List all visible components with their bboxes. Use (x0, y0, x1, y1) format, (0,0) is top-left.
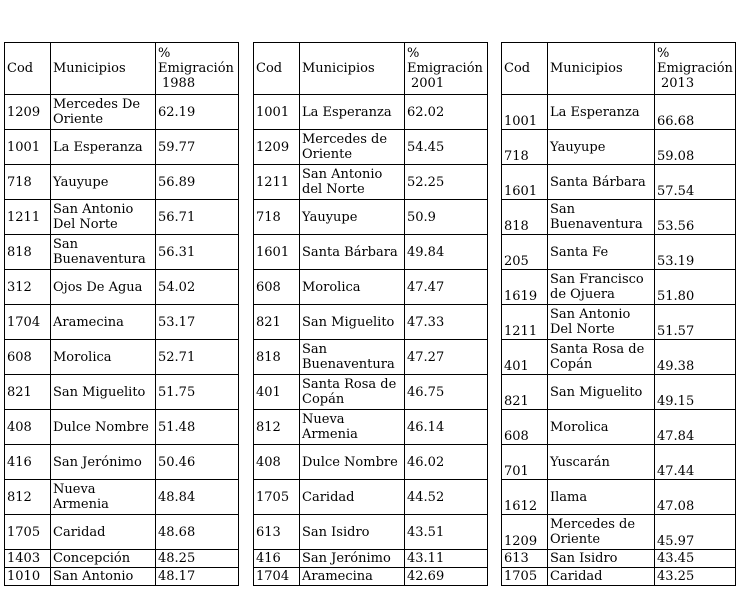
cod-cell: 812 (254, 410, 300, 445)
header-pct-symbol: % (407, 46, 420, 61)
cod-cell: 1209 (254, 130, 300, 165)
municipio-cell: Nueva Armenia (51, 480, 156, 515)
pct-cell: 46.02 (405, 445, 488, 480)
header-municipios: Municipios (51, 43, 156, 95)
municipio-cell: Aramecina (51, 305, 156, 340)
pct-cell: 47.84 (655, 410, 736, 445)
cod-cell: 1211 (5, 200, 51, 235)
pct-cell: 54.45 (405, 130, 488, 165)
pct-cell: 53.19 (655, 235, 736, 270)
pct-cell: 48.25 (156, 550, 239, 568)
cod-cell: 1612 (502, 480, 548, 515)
cod-cell: 1705 (254, 480, 300, 515)
pct-cell: 59.77 (156, 130, 239, 165)
municipio-cell: Morolica (51, 340, 156, 375)
cod-cell: 608 (502, 410, 548, 445)
pct-cell: 54.02 (156, 270, 239, 305)
pct-cell: 53.17 (156, 305, 239, 340)
pct-cell: 44.52 (405, 480, 488, 515)
cod-cell: 818 (254, 340, 300, 375)
header-pct-symbol: % (657, 46, 670, 61)
cod-cell: 401 (254, 375, 300, 410)
header-municipios: Municipios (548, 43, 655, 95)
municipio-cell: Yauyupe (51, 165, 156, 200)
header-emigracion: Emigración (657, 61, 733, 76)
table-row (5, 200, 239, 235)
cod-cell: 1403 (5, 550, 51, 568)
municipio-cell: Yauyupe (548, 130, 655, 165)
pct-cell: 66.68 (655, 95, 736, 130)
cod-cell: 1211 (254, 165, 300, 200)
cod-cell: 1705 (5, 515, 51, 550)
cod-cell: 416 (254, 550, 300, 568)
cod-cell: 1211 (502, 305, 548, 340)
cod-cell: 1601 (254, 235, 300, 270)
municipio-cell: San Antonio Del Norte (548, 305, 655, 340)
cod-cell: 818 (502, 200, 548, 235)
cod-cell: 821 (502, 375, 548, 410)
table-row (5, 165, 239, 200)
pct-cell: 43.25 (655, 568, 736, 586)
header-year: 2001 (411, 76, 445, 91)
pct-cell: 51.80 (655, 270, 736, 305)
table-row (502, 410, 736, 445)
pct-cell: 48.17 (156, 568, 239, 586)
pct-cell: 56.31 (156, 235, 239, 270)
pct-cell: 53.56 (655, 200, 736, 235)
pct-cell: 49.84 (405, 235, 488, 270)
pct-cell: 47.44 (655, 445, 736, 480)
municipio-cell: San Miguelito (548, 375, 655, 410)
municipio-cell: San Isidro (300, 515, 405, 550)
table-header-row (5, 43, 239, 95)
municipio-cell: San Miguelito (51, 375, 156, 410)
municipio-cell: Mercedes de Oriente (300, 130, 405, 165)
table-row (254, 235, 488, 270)
cod-cell: 608 (254, 270, 300, 305)
table-row (5, 410, 239, 445)
cod-cell: 1619 (502, 270, 548, 305)
municipio-cell: Yauyupe (300, 200, 405, 235)
pct-cell: 49.38 (655, 340, 736, 375)
municipio-cell: Concepción (51, 550, 156, 568)
table-row (254, 95, 488, 130)
header-pct-emigracion (655, 43, 736, 95)
cod-cell: 1001 (254, 95, 300, 130)
cod-cell: 718 (502, 130, 548, 165)
cod-cell: 821 (5, 375, 51, 410)
table-row (502, 515, 736, 550)
table-header-row (502, 43, 736, 95)
table-row (5, 95, 239, 130)
pct-cell: 49.15 (655, 375, 736, 410)
table-row (254, 130, 488, 165)
table-row (254, 480, 488, 515)
pct-cell: 45.97 (655, 515, 736, 550)
pct-cell: 51.57 (655, 305, 736, 340)
cod-cell: 1209 (502, 515, 548, 550)
table-row (254, 568, 488, 586)
municipio-cell: Dulce Nombre (51, 410, 156, 445)
emigration-table-2001 (253, 42, 488, 586)
table-row (254, 270, 488, 305)
cod-cell: 1001 (502, 95, 548, 130)
pct-cell: 48.68 (156, 515, 239, 550)
table-row (5, 515, 239, 550)
table-row (5, 235, 239, 270)
pct-cell: 50.46 (156, 445, 239, 480)
cod-cell: 1704 (5, 305, 51, 340)
pct-cell: 59.08 (655, 130, 736, 165)
table-row (5, 270, 239, 305)
header-cod: Cod (502, 43, 548, 95)
cod-cell: 401 (502, 340, 548, 375)
municipio-cell: San Buenaventura (51, 235, 156, 270)
table-row (502, 200, 736, 235)
municipio-cell: Santa Bárbara (300, 235, 405, 270)
table-row (502, 340, 736, 375)
pct-cell: 47.08 (655, 480, 736, 515)
pct-cell: 46.75 (405, 375, 488, 410)
municipio-cell: Morolica (300, 270, 405, 305)
pct-cell: 62.02 (405, 95, 488, 130)
municipio-cell: Morolica (548, 410, 655, 445)
table-header-row (254, 43, 488, 95)
municipio-cell: San Miguelito (300, 305, 405, 340)
header-cod: Cod (254, 43, 300, 95)
municipio-cell: San Antonio del Norte (300, 165, 405, 200)
cod-cell: 608 (5, 340, 51, 375)
table-row (502, 445, 736, 480)
pct-cell: 57.54 (655, 165, 736, 200)
table-row (254, 410, 488, 445)
cod-cell: 1704 (254, 568, 300, 586)
pct-cell: 43.45 (655, 550, 736, 568)
cod-cell: 1209 (5, 95, 51, 130)
table-row (502, 165, 736, 200)
pct-cell: 47.47 (405, 270, 488, 305)
cod-cell: 718 (254, 200, 300, 235)
header-year: 2013 (661, 76, 695, 91)
pct-cell: 56.89 (156, 165, 239, 200)
table-row (5, 305, 239, 340)
table-row (5, 340, 239, 375)
cod-cell: 812 (5, 480, 51, 515)
header-municipios: Municipios (300, 43, 405, 95)
pct-cell: 43.51 (405, 515, 488, 550)
cod-cell: 821 (254, 305, 300, 340)
municipio-cell: San Isidro (548, 550, 655, 568)
municipio-cell: Dulce Nombre (300, 445, 405, 480)
emigration-table-2013 (501, 42, 736, 586)
pct-cell: 51.75 (156, 375, 239, 410)
pct-cell: 42.69 (405, 568, 488, 586)
table-row (502, 375, 736, 410)
municipio-cell: Caridad (548, 568, 655, 586)
table-row (5, 568, 239, 586)
cod-cell: 416 (5, 445, 51, 480)
pct-cell: 48.84 (156, 480, 239, 515)
header-cod: Cod (5, 43, 51, 95)
table-row (254, 445, 488, 480)
table-row (502, 305, 736, 340)
cod-cell: 1601 (502, 165, 548, 200)
table-row (254, 515, 488, 550)
table-row (254, 375, 488, 410)
cod-cell: 1001 (5, 130, 51, 165)
table-row (254, 340, 488, 375)
municipio-cell: San Antonio Del Norte (51, 200, 156, 235)
municipio-cell: La Esperanza (51, 130, 156, 165)
municipio-cell: Santa Bárbara (548, 165, 655, 200)
cod-cell: 1010 (5, 568, 51, 586)
municipio-cell: San Buenaventura (548, 200, 655, 235)
municipio-cell: Nueva Armenia (300, 410, 405, 445)
municipio-cell: La Esperanza (300, 95, 405, 130)
pct-cell: 47.27 (405, 340, 488, 375)
municipio-cell: San Francisco de Ojuera (548, 270, 655, 305)
table-row (5, 480, 239, 515)
cod-cell: 818 (5, 235, 51, 270)
municipio-cell: San Antonio (51, 568, 156, 586)
municipio-cell: San Buenaventura (300, 340, 405, 375)
pct-cell: 52.71 (156, 340, 239, 375)
table-row (502, 270, 736, 305)
pct-cell: 43.11 (405, 550, 488, 568)
table-row (254, 305, 488, 340)
cod-cell: 613 (254, 515, 300, 550)
cod-cell: 205 (502, 235, 548, 270)
municipio-cell: San Jerónimo (51, 445, 156, 480)
table-row (502, 95, 736, 130)
table-row (5, 375, 239, 410)
table-row (5, 550, 239, 568)
table-row (5, 445, 239, 480)
pct-cell: 50.9 (405, 200, 488, 235)
table-row (502, 235, 736, 270)
header-pct-emigracion (405, 43, 488, 95)
pct-cell: 52.25 (405, 165, 488, 200)
municipio-cell: Ilama (548, 480, 655, 515)
pct-cell: 51.48 (156, 410, 239, 445)
table-row (5, 130, 239, 165)
table-row (254, 165, 488, 200)
header-pct-symbol: % (158, 46, 171, 61)
municipio-cell: Aramecina (300, 568, 405, 586)
municipio-cell: La Esperanza (548, 95, 655, 130)
pct-cell: 56.71 (156, 200, 239, 235)
table-row (502, 568, 736, 586)
table-row (502, 480, 736, 515)
table-row (502, 130, 736, 165)
municipio-cell: Santa Rosa de Copán (300, 375, 405, 410)
cod-cell: 613 (502, 550, 548, 568)
municipio-cell: Santa Fe (548, 235, 655, 270)
header-emigracion: Emigración (407, 61, 483, 76)
municipio-cell: Santa Rosa de Copán (548, 340, 655, 375)
municipio-cell: Mercedes de Oriente (548, 515, 655, 550)
cod-cell: 718 (5, 165, 51, 200)
pct-cell: 47.33 (405, 305, 488, 340)
emigration-table-1988 (4, 42, 239, 586)
municipio-cell: Caridad (300, 480, 405, 515)
header-year: 1988 (162, 76, 196, 91)
municipio-cell: San Jerónimo (300, 550, 405, 568)
pct-cell: 62.19 (156, 95, 239, 130)
header-emigracion: Emigración (158, 61, 234, 76)
cod-cell: 408 (254, 445, 300, 480)
cod-cell: 701 (502, 445, 548, 480)
municipio-cell: Mercedes De Oriente (51, 95, 156, 130)
pct-cell: 46.14 (405, 410, 488, 445)
cod-cell: 1705 (502, 568, 548, 586)
table-row (254, 200, 488, 235)
municipio-cell: Yuscarán (548, 445, 655, 480)
table-row (254, 550, 488, 568)
header-pct-emigracion (156, 43, 239, 95)
municipio-cell: Ojos De Agua (51, 270, 156, 305)
cod-cell: 408 (5, 410, 51, 445)
table-row (502, 550, 736, 568)
municipio-cell: Caridad (51, 515, 156, 550)
cod-cell: 312 (5, 270, 51, 305)
